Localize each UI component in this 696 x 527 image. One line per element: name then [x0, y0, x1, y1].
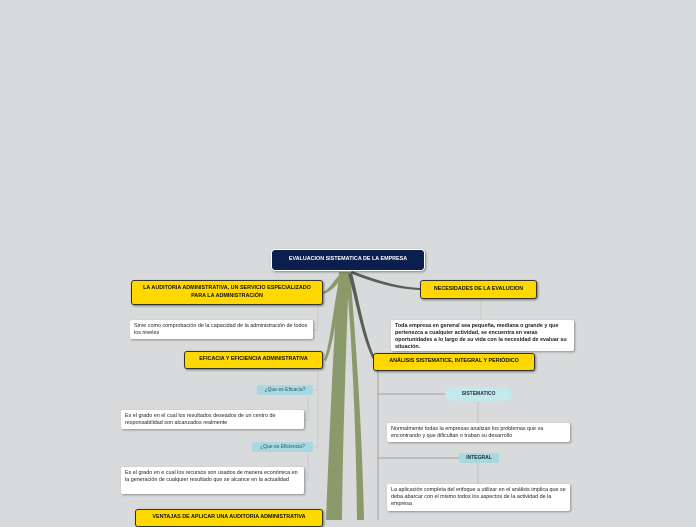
branch-necesidades	[350, 271, 420, 290]
question-eficacia[interactable]	[257, 385, 313, 395]
topic-analisis-label: ANÁLISIS SISTEMATICE, INTEGRAL Y PERIÓDICO	[389, 358, 519, 365]
question-eficiencia[interactable]	[252, 442, 313, 452]
subtopic-integral[interactable]	[459, 453, 499, 463]
topic-analisis[interactable]	[373, 353, 535, 371]
connector-eficacia-a2	[304, 453, 308, 480]
note-sistematico[interactable]	[387, 423, 570, 442]
question-eficacia-label: ¿Que es Eficacia?	[264, 386, 306, 393]
note-necesidades[interactable]	[391, 320, 574, 351]
question-eficiencia-label: ¿Que es Eficiencia?	[260, 443, 305, 450]
trunk-branch-2	[346, 272, 364, 520]
topic-eficacia[interactable]	[184, 351, 323, 369]
note-auditoria[interactable]	[130, 320, 313, 339]
topic-necesidades-label: NECESIDADES DE LA EVALUCION	[433, 285, 524, 292]
subtopic-sistematico[interactable]	[445, 387, 512, 401]
subtopic-sistematico-label: SISTEMATICO	[461, 390, 496, 397]
note-eficacia-text: Es el grado en el cual los resultados deseados de un centro de responsabilidad son alcanzados realmente	[125, 413, 276, 427]
central-topic[interactable]	[271, 249, 425, 271]
subtopic-integral-label: INTEGRAL	[466, 454, 492, 461]
note-auditoria-text: Sirve como comprobación de la capacidad de la administración de todos los niveles	[134, 323, 308, 337]
note-eficiencia[interactable]	[121, 467, 304, 494]
note-eficiencia-text: Es el grado en e cual los recursos son usados de manera económica en la generación de cualquier resultado que se alcance en la actualidad	[125, 470, 298, 484]
topic-ventajas-label: VENTAJAS DE APLICAR UNA AUDITORIA ADMINISTRATIVA	[152, 514, 306, 520]
note-necesidades-text: Toda empresa en general sea pequeña, mediana o grande y que pertenezca a cualquier actividad, se encuentra en varas oportunidades a lo largo de su vida con la necesidad de evaluar su situación.	[395, 323, 567, 351]
note-integral-text: La aplicación completa del enfoque a utilizar en el análisis implica que se deba abarcar con el mismo todos los aspectos de la actividad de la empresa	[391, 487, 566, 508]
topic-eficacia-label: EFICACIA Y EFICIENCIA ADMINISTRATIVA	[199, 356, 308, 363]
connector-eficacia-q1	[313, 370, 318, 390]
connector-eficacia-q2	[313, 390, 318, 447]
topic-auditoria-label: LA AUDITORIA ADMINISTRATIVA, UN SERVICIO ESPECIALIZADO PARA LA ADMINISTRACIÓN	[143, 285, 311, 299]
note-integral[interactable]	[387, 484, 570, 511]
connector-eficacia-a1	[304, 396, 308, 420]
topic-necesidades[interactable]	[420, 280, 537, 299]
topic-ventajas[interactable]	[135, 509, 323, 527]
topic-auditoria[interactable]	[131, 280, 323, 305]
connector-necesidades-note	[480, 300, 481, 321]
note-sistematico-text: Normalmente todas la empresas analizan los problemas que va encontrando y que dificultan o traban su desarrollo	[391, 426, 544, 440]
central-topic-label: EVALUACION SISTEMATICA DE LA EMPRESA	[288, 256, 408, 263]
note-eficacia[interactable]	[121, 410, 304, 429]
